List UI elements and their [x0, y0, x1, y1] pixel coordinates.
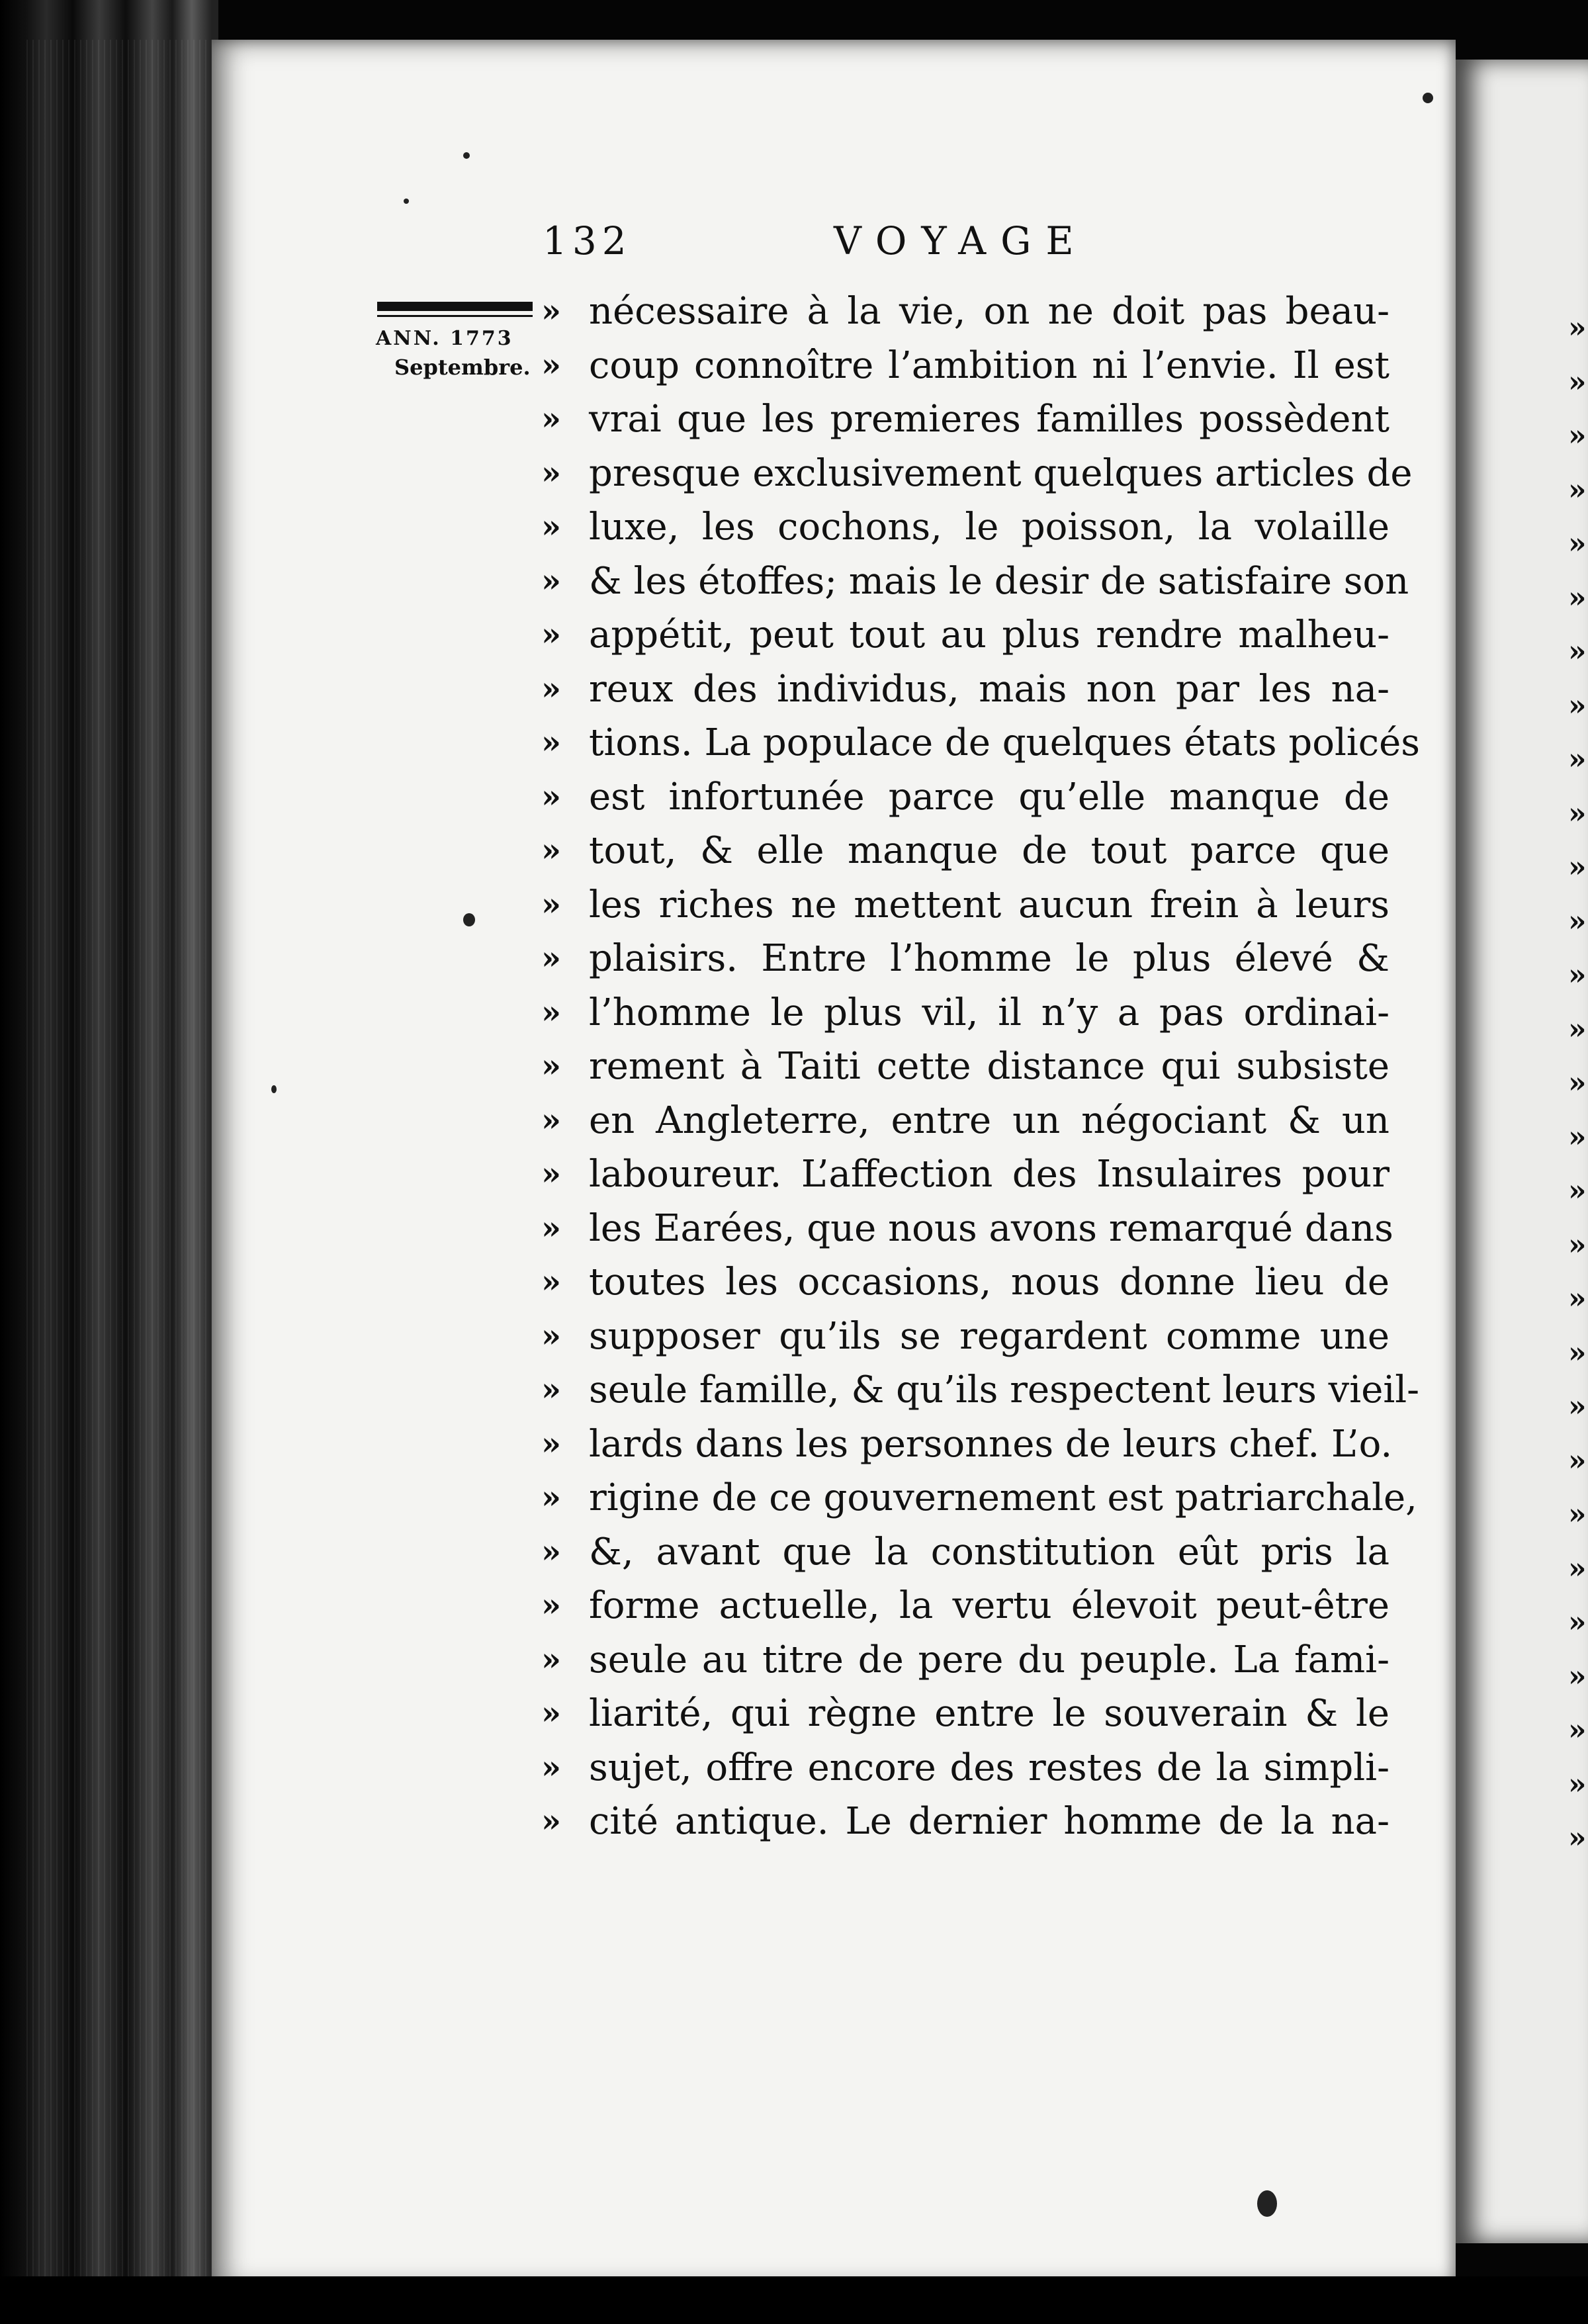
- facing-quote-mark: »: [1568, 796, 1587, 830]
- quote-mark: »: [541, 1425, 561, 1462]
- facing-quote-mark: »: [1568, 1659, 1587, 1693]
- line-text: laboureur. L’affection des Insulaires pour: [589, 1153, 1390, 1196]
- text-line: [541, 878, 1395, 932]
- quote-mark: »: [541, 1587, 561, 1624]
- quote-mark: »: [541, 508, 561, 545]
- text-line: [541, 1094, 1395, 1148]
- facing-quote-mark: »: [1568, 1174, 1587, 1208]
- line-text: les Earées, que nous avons remarqué dans: [589, 1206, 1393, 1250]
- text-line: [541, 1202, 1395, 1256]
- facing-quote-mark: »: [1568, 365, 1587, 399]
- quote-mark: »: [541, 1209, 561, 1247]
- line-text: supposer qu’ils se regardent comme une: [589, 1314, 1390, 1358]
- text-line: [541, 500, 1395, 555]
- line-text: toutes les occasions, nous donne lieu de: [589, 1261, 1390, 1304]
- facing-quote-mark: »: [1568, 904, 1587, 938]
- quote-mark: »: [541, 778, 561, 815]
- ink-speck: [1257, 2190, 1277, 2217]
- text-line: [541, 716, 1421, 770]
- page-number: 132: [543, 218, 632, 263]
- text-line: [541, 1525, 1395, 1580]
- facing-quote-mark: »: [1568, 1497, 1587, 1531]
- facing-quote-mark: »: [1568, 311, 1587, 345]
- quote-mark: »: [541, 832, 561, 869]
- quote-mark: »: [541, 670, 561, 707]
- text-line: [541, 608, 1395, 662]
- quote-mark: »: [541, 1748, 561, 1786]
- text-line: [541, 339, 1395, 393]
- facing-quote-mark: »: [1568, 1551, 1587, 1586]
- text-line: [541, 285, 1395, 339]
- facing-quote-mark: »: [1568, 1012, 1587, 1046]
- quote-mark: »: [541, 1371, 561, 1408]
- line-text: coup connoître l’ambition ni l’envie. Il est: [589, 343, 1390, 387]
- facing-quote-mark: »: [1568, 419, 1587, 453]
- text-line: [541, 1417, 1395, 1472]
- text-line: [541, 824, 1395, 878]
- facing-quote-mark: »: [1568, 527, 1587, 560]
- text-line: [541, 662, 1395, 717]
- text-line: [541, 447, 1413, 501]
- quote-mark: »: [541, 562, 561, 600]
- facing-quote-mark: »: [1568, 850, 1587, 884]
- line-text: sujet, offre encore des restes de la simpli-: [589, 1746, 1390, 1789]
- line-text: reux des individus, mais non par les na-: [589, 667, 1390, 711]
- running-title: VOYAGE: [834, 218, 1088, 263]
- facing-quote-mark: »: [1568, 1282, 1587, 1316]
- text-line: [541, 986, 1395, 1040]
- line-text: cité antique. Le dernier homme de la na-: [589, 1800, 1390, 1843]
- quote-mark: »: [541, 1101, 561, 1139]
- facing-quote-mark: »: [1568, 472, 1587, 507]
- text-line: [541, 932, 1395, 986]
- line-text: forme actuelle, la vertu élevoit peut-être: [589, 1584, 1390, 1627]
- text-line: [541, 1310, 1395, 1364]
- text-line: [541, 392, 1395, 447]
- text-line: [541, 770, 1395, 825]
- ink-speck: [271, 1085, 277, 1093]
- text-line: [541, 1795, 1395, 1849]
- facing-quote-mark: »: [1568, 1821, 1587, 1855]
- ink-speck: [463, 152, 470, 159]
- quote-mark: »: [541, 724, 561, 761]
- margin-year: ANN. 1773: [376, 327, 513, 350]
- quote-mark: »: [541, 993, 561, 1031]
- ink-speck: [463, 913, 475, 926]
- quote-mark: »: [541, 454, 561, 492]
- line-text: appétit, peut tout au plus rendre malheu-: [589, 613, 1390, 656]
- facing-quote-mark: »: [1568, 1390, 1587, 1423]
- line-text: luxe, les cochons, le poisson, la volaille: [589, 506, 1390, 549]
- facing-quote-mark: »: [1568, 1228, 1587, 1262]
- line-text: seule au titre de pere du peuple. La fami-: [589, 1638, 1390, 1681]
- quote-mark: »: [541, 616, 561, 653]
- facing-quote-mark: »: [1568, 1066, 1587, 1100]
- line-text: en Angleterre, entre un négociant & un: [589, 1098, 1390, 1142]
- quote-mark: »: [541, 292, 561, 330]
- line-text: les riches ne mettent aucun frein à leurs: [589, 883, 1390, 926]
- text-line: [541, 1040, 1395, 1094]
- facing-quote-mark: »: [1568, 580, 1587, 615]
- quote-mark: »: [541, 400, 561, 437]
- page-header: [543, 218, 1138, 271]
- body-text: [541, 285, 1421, 1849]
- page-edges: [26, 40, 212, 2276]
- text-line: [541, 1579, 1395, 1633]
- quote-mark: »: [541, 1695, 561, 1732]
- text-line: [541, 1741, 1395, 1795]
- line-text: tions. La populace de quelques états policés: [589, 721, 1421, 764]
- line-text: tout, & elle manque de tout parce que: [589, 829, 1390, 872]
- quote-mark: »: [541, 1533, 561, 1570]
- line-text: plaisirs. Entre l’homme le plus élevé &: [589, 937, 1390, 980]
- quote-mark: »: [541, 1803, 561, 1840]
- facing-quote-mark: »: [1568, 688, 1587, 723]
- facing-quote-mark: »: [1568, 958, 1587, 992]
- line-text: l’homme le plus vil, il n’y a pas ordinai-: [589, 991, 1390, 1034]
- line-text: & les étoffes; mais le desir de satisfaire son: [589, 559, 1409, 603]
- facing-quote-mark: »: [1568, 1120, 1587, 1154]
- facing-quote-mark: »: [1568, 742, 1587, 776]
- text-line: [541, 1255, 1395, 1310]
- text-line: [541, 1633, 1395, 1687]
- quote-mark: »: [541, 1155, 561, 1192]
- line-text: seule famille, & qu’ils respectent leurs vieil-: [589, 1368, 1420, 1411]
- margin-month: Septembre.: [394, 355, 531, 380]
- line-text: &, avant que la constitution eût pris la: [589, 1530, 1390, 1574]
- quote-mark: »: [541, 1640, 561, 1678]
- text-line: [541, 1687, 1395, 1741]
- quote-mark: »: [541, 1479, 561, 1516]
- ink-speck: [404, 199, 409, 204]
- ink-speck: [1423, 93, 1433, 103]
- facing-quote-mark: »: [1568, 1335, 1587, 1370]
- line-text: presque exclusivement quelques articles de: [589, 451, 1413, 495]
- line-text: liarité, qui règne entre le souverain & le: [589, 1692, 1390, 1735]
- line-text: lards dans les personnes de leurs chef. L’o.: [589, 1422, 1393, 1466]
- margin-rule-thin: [377, 315, 533, 317]
- facing-quote-mark: »: [1568, 1767, 1587, 1801]
- margin-rule: [377, 302, 533, 311]
- facing-quote-mark: »: [1568, 1443, 1587, 1478]
- line-text: vrai que les premieres familles possèdent: [589, 398, 1390, 441]
- facing-quote-mark: »: [1568, 1605, 1587, 1639]
- text-line: [541, 555, 1409, 609]
- bottom-edge: [0, 2276, 1588, 2324]
- text-line: [541, 1147, 1395, 1202]
- quote-mark: »: [541, 885, 561, 923]
- quote-mark: »: [541, 940, 561, 977]
- line-text: est infortunée parce qu’elle manque de: [589, 775, 1390, 819]
- quote-mark: »: [541, 1048, 561, 1085]
- text-line: [541, 1471, 1417, 1525]
- facing-quote-mark: »: [1568, 635, 1587, 668]
- book-binding-edge: [0, 0, 218, 2324]
- facing-quote-mark: »: [1568, 1713, 1587, 1747]
- quote-mark: »: [541, 1317, 561, 1355]
- line-text: nécessaire à la vie, on ne doit pas beau-: [589, 290, 1390, 333]
- quote-mark: »: [541, 1263, 561, 1300]
- quote-mark: »: [541, 346, 561, 384]
- text-line: [541, 1363, 1420, 1417]
- line-text: rement à Taiti cette distance qui subsiste: [589, 1045, 1390, 1088]
- line-text: rigine de ce gouvernement est patriarchale,: [589, 1476, 1417, 1519]
